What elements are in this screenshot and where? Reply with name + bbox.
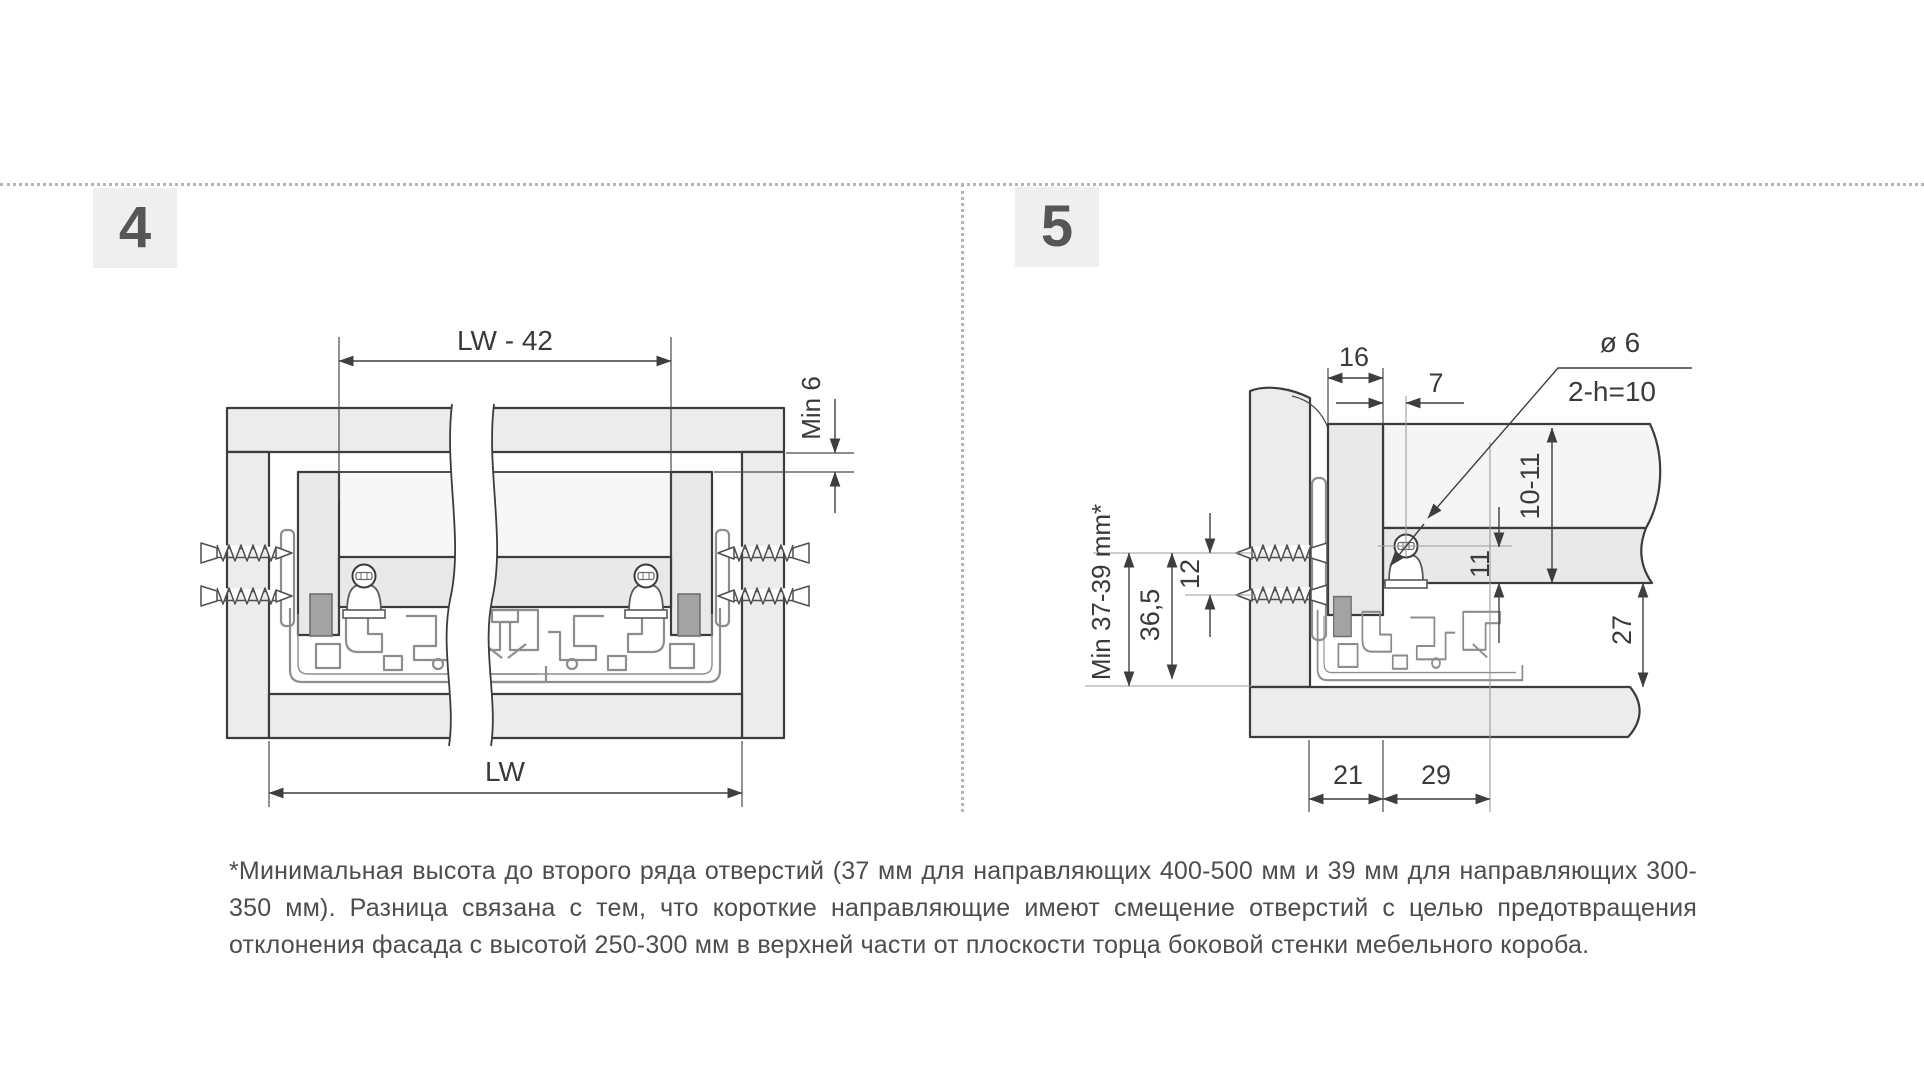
dim-clearance-bottom: [1607, 583, 1643, 687]
dim-label-29: 29: [1420, 760, 1452, 790]
slide-flange: [281, 530, 294, 626]
dim-panel-thickness: [1328, 342, 1383, 424]
dim-inner-width: [269, 741, 742, 807]
dim-hole-inset: [1336, 368, 1464, 403]
dim-label-16: 16: [1338, 342, 1370, 372]
dim-wall-to-panel: [1309, 740, 1383, 812]
dim-label-10-11: 10-11: [1515, 452, 1545, 520]
drawer-cavity: [339, 472, 671, 557]
dim-label-21: 21: [1332, 760, 1364, 790]
footnote-text: *Минимальная высота до второго ряда отверстий (37 мм для направляющих 400-500 мм и 39 мм для направляющих 300-350 мм). Разница связана с тем, что короткие направляющие имеют смещение отверстий с целью предотвращения отклонения фасада с высотой 250-300 мм в верхней части от плоскости торца боковой стенки мебельного короба.: [229, 857, 1697, 959]
dim-label-holes-depth: 2-h=10: [1568, 376, 1656, 407]
dim-label-12: 12: [1175, 558, 1205, 590]
cabinet-front-rail: [269, 694, 742, 738]
dim-label-11: 11: [1465, 549, 1495, 579]
screw-icon: [718, 543, 809, 563]
slide-flange: [716, 530, 729, 626]
dim-label-min-6: Min 6: [796, 376, 826, 440]
dim-label-lw-42: LW - 42: [457, 325, 553, 356]
figure5-section-view: [1085, 327, 1692, 812]
dim-hole-pitch: [1383, 760, 1490, 799]
step-5-number: 5: [1040, 194, 1074, 259]
figure4-plan-view: [201, 325, 854, 807]
dim-label-lw: LW: [485, 756, 525, 787]
dim-first-row-height: [1135, 553, 1172, 679]
dim-min-height: [1086, 504, 1129, 686]
dim-label-27: 27: [1607, 614, 1637, 646]
drawer-side-panel: [1328, 424, 1383, 615]
screw-icon: [201, 543, 292, 563]
cabinet-back-panel: [227, 408, 784, 452]
dim-label-36-5: 36,5: [1135, 588, 1165, 642]
dim-label-hole-diameter: ø 6: [1599, 327, 1641, 358]
dim-label-7: 7: [1428, 368, 1444, 398]
cabinet-bottom-panel: [1250, 687, 1640, 737]
dim-label-min-37-39: Min 37-39 mm*: [1086, 503, 1116, 681]
drawer-bottom-panel: [339, 557, 671, 607]
slide-mechanism: [1318, 597, 1523, 681]
cabinet-side-wall: [1250, 388, 1310, 687]
dim-row-spacing: [1175, 513, 1210, 637]
step-4-number: 4: [118, 195, 152, 260]
screw-icon: [718, 586, 809, 606]
screw-icon: [201, 586, 292, 606]
